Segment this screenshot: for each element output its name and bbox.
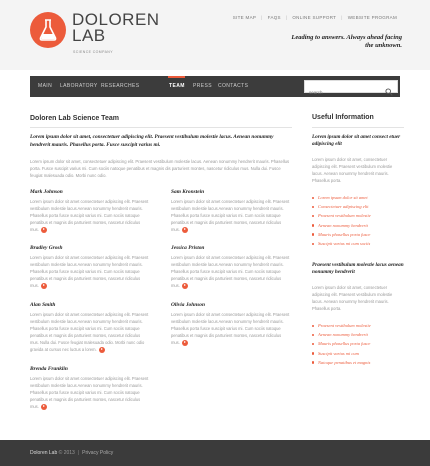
nav-item-laboratory[interactable]: LABORATORY (60, 83, 98, 89)
sidebar-text: Lorem ipsum dolor sit amet, consectetuer adipiscing elit. Praesent vestibulum molestie lacus. Aenean nonummy hendrerit mauris. Phasellus porta. (312, 157, 393, 183)
logo-subtitle: SCIENCE COMPANY (73, 50, 113, 54)
read-more-arrow-icon[interactable] (41, 283, 47, 289)
search-box (304, 80, 398, 93)
member-name: Alan Smith (30, 302, 56, 308)
member-bio: Lorem ipsum dolor sit amet consectetuer adipiscing elit. Praesent vestibulum molestie lacus Aenean nonummy hendrerit mauris. Phasellus porta fusce suscipit varius mi. Cum sociis natoque penatibus et magnis dis parturient montes, nascetur ridiculus mus. Nulla dui. Fusce feugiat malesuada odio. Morbi nunc odio gravida at cursus nec luctus a lorem. (30, 312, 149, 352)
sidebar-link[interactable]: Aenean nonummy hendrerit (312, 330, 404, 339)
topnav-faqs[interactable]: FAQS (267, 15, 281, 20)
footer-brand: Doloren Lab (30, 450, 58, 456)
footer-year: © 2013 (58, 450, 75, 456)
member-bio: Lorem ipsum dolor sit amet consectetuer adipiscing elit. Praesent vestibulum molestie lacus Aenean nonummy hendrerit mauris. Phasellus porta fusce suscipit varius mi. Cum sociis natoque penatibus et magnis dis parturient montes, nascetur ridiculus mus. (30, 199, 149, 232)
privacy-policy-link[interactable]: Privacy Policy (82, 450, 114, 456)
team-member (171, 245, 291, 290)
sidebar-link-list (312, 321, 404, 367)
intro-lead: Lorem ipsum dolor sit amet, consectetuer adipiscing elit. Praesent vestibulum molestie lacus. Aenean nonummy hendrerit mauris. Phasellus porta. Fusce suscipit varius mi. (30, 134, 274, 148)
nav-item-team[interactable]: TEAM (169, 83, 185, 89)
member-bio: Lorem ipsum dolor sit amet consectetuer adipiscing elit. Praesent vestibulum molestie lacus Aenean nonummy hendrerit mauris. Phasellus porta fusce suscipit varius mi. Cum sociis natoque penatibus et magnis dis parturient montes, nascetur ridiculus mus. (171, 312, 290, 345)
team-member (30, 302, 150, 354)
sidebar-link[interactable]: Mauris phasellus porta fusce (312, 230, 404, 239)
member-bio: Lorem ipsum dolor sit amet consectetuer adipiscing elit. Praesent vestibulum molestie lacus Aenean nonummy hendrerit mauris. Phasellus porta fusce suscipit varius mi. Cum sociis natoque penatibus et magnis dis parturient montes, nascetur ridiculus mus. (171, 255, 290, 288)
logo-flask-icon[interactable] (30, 12, 66, 48)
read-more-arrow-icon[interactable] (41, 227, 47, 233)
team-member (30, 189, 150, 234)
sidebar-lead: Lorem ipsum dolor sit amet consect etuer adipiscing elit (312, 134, 401, 148)
topnav-site-map[interactable]: SITE MAP (232, 15, 257, 20)
sidebar-text: Lorem ipsum dolor sit amet, consectetuer adipiscing elit. Praesent vestibulum molestie lacus. Aenean nonummy hendrerit mauris. Phasellus porta. (312, 285, 393, 311)
logo-text[interactable]: DOLOREN LAB (72, 10, 160, 45)
sidebar-link[interactable]: Praesent vestibulum molestie (312, 211, 404, 220)
team-member (30, 366, 150, 411)
sidebar-link[interactable]: Aenean nonummy hendrerit (312, 221, 404, 230)
divider (312, 127, 404, 128)
member-name: Olivia Johnson (171, 302, 205, 308)
search-input[interactable] (305, 87, 380, 98)
sidebar-lead: Praesent vestibulum molestie lacus aenean nonummy hendrerit (312, 262, 404, 276)
header (0, 0, 430, 70)
footer-copyright (30, 450, 113, 456)
read-more-arrow-icon[interactable] (182, 227, 188, 233)
member-bio: Lorem ipsum dolor sit amet consectetuer adipiscing elit. Praesent vestibulum molestie lacus Aenean nonummy hendrerit mauris. Phasellus porta fusce suscipit varius mi. Cum sociis natoque penatibus et magnis dis parturient montes, nascetur ridiculus mus. (30, 376, 149, 409)
top-navigation (228, 15, 402, 20)
divider: | (77, 450, 80, 456)
nav-item-main[interactable]: MAIN (38, 83, 53, 89)
sidebar-link[interactable]: Praesent vestibulum molestie (312, 321, 404, 330)
sidebar-link[interactable]: Natoque penatibus et magnis (312, 358, 404, 367)
member-name: Sam Kronstein (171, 189, 205, 195)
sidebar-link[interactable]: Consectetuer adipiscing elit (312, 202, 404, 211)
member-bio: Lorem ipsum dolor sit amet consectetuer adipiscing elit. Praesent vestibulum molestie lacus Aenean nonummy hendrerit mauris. Phasellus porta fusce suscipit varius mi. Cum sociis natoque penatibus et magnis dis parturient montes, nascetur ridiculus mus. (30, 255, 149, 288)
topnav-online-support[interactable]: ONLINE SUPPORT (292, 15, 337, 20)
search-icon[interactable] (385, 83, 393, 101)
read-more-arrow-icon[interactable] (41, 404, 47, 410)
team-member (171, 302, 291, 347)
nav-item-contacts[interactable]: CONTACTS (218, 83, 249, 89)
team-member (30, 245, 150, 290)
divider: | (341, 15, 343, 20)
sidebar-link[interactable]: Lorem ipsum dolor sit amet (312, 193, 404, 202)
read-more-arrow-icon[interactable] (99, 347, 105, 353)
sidebar-title: Useful Information (312, 114, 374, 121)
divider: | (285, 15, 288, 20)
nav-item-press[interactable]: PRESS (193, 83, 212, 89)
team-member (171, 189, 291, 234)
sidebar-link[interactable]: Suscipit varius mi cum (312, 349, 404, 358)
topnav-website-program[interactable]: WEBSITE PROGRAM (347, 15, 397, 20)
sidebar-link[interactable]: Suscipit varius mi cum sociis (312, 239, 404, 248)
member-name: Brenda Franklin (30, 366, 68, 372)
member-bio: Lorem ipsum dolor sit amet consectetuer adipiscing elit. Praesent vestibulum molestie lacus Aenean nonummy hendrerit mauris. Phasellus porta fusce suscipit varius mi. Cum sociis natoque penatibus et magnis dis parturient montes, nascetur ridiculus mus. (171, 199, 290, 232)
member-name: Jessica Priston (171, 245, 205, 251)
divider: | (261, 15, 263, 20)
intro-text: Lorem ipsum dolor sit amet, consectetuer adipiscing elit. Praesent vestibulum molestie lacus. Aenean nonummy hendrerit mauris. Phasellus porta. Fusce suscipit varius mi. Cum sociis natoque penatibus et magnis dis parturient montes, nascetur ridiculus mus. Nulla dui. Fusce feugiat malesuada odio. Morbi nunc odio. (30, 159, 290, 178)
sidebar-link[interactable]: Mauris phasellus porta fusce (312, 339, 404, 348)
footer (0, 440, 430, 466)
divider (30, 127, 292, 128)
member-name: Mark Johnson (30, 189, 63, 195)
nav-item-researches[interactable]: RESEARCHES (101, 83, 140, 89)
sidebar-link-list (312, 193, 404, 248)
member-name: Bradley Grosh (30, 245, 63, 251)
read-more-arrow-icon[interactable] (182, 283, 188, 289)
slogan: Leading to answers. Always ahead facing the unknown. (291, 34, 402, 49)
read-more-arrow-icon[interactable] (182, 340, 188, 346)
page-title: Doloren Lab Science Team (30, 115, 119, 122)
